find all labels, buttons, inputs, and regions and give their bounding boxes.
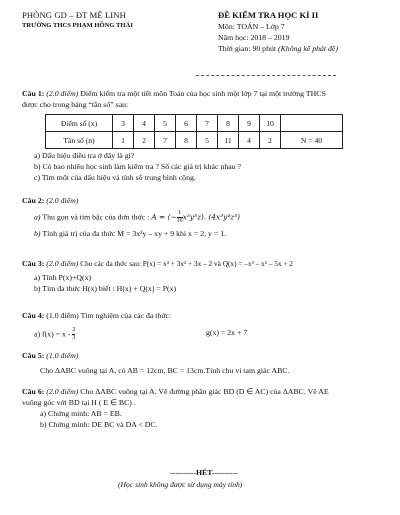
table-cell: 1 xyxy=(113,132,134,149)
question-5 xyxy=(22,350,382,376)
q4-part-a: a) f(x) = x - xyxy=(34,329,71,339)
q2-part-b xyxy=(34,228,382,239)
q4-points: (1.0 điểm) xyxy=(46,311,79,320)
q3-part-b: b) Tìm đa thức H(x) biết : H(x) + Q(x) = P(x) xyxy=(34,284,177,293)
q1-intro xyxy=(22,88,382,99)
question-3 xyxy=(22,258,382,294)
table-cell: 7 xyxy=(155,132,176,149)
question-2 xyxy=(22,195,382,239)
q1-points: (2.0 điểm) xyxy=(46,89,79,98)
footer-note: (Học sinh không được sử dụng máy tính) xyxy=(118,480,243,489)
q6-text: Cho ΔABC vuông tại A. Vẽ đường phân giác BD (D ∈ AC) của ΔABC. Vẽ AE xyxy=(80,387,329,396)
q6-part-a: a) Chứng minh: AB = EB. xyxy=(40,409,122,418)
table-cell: 3 xyxy=(113,115,134,132)
header-left xyxy=(22,10,192,29)
table-cell: 10 xyxy=(260,115,281,132)
q1-text: Điểm kiểm tra một tiết môn Toán của học sinh một lớp 7 tại một trường THCS xyxy=(80,89,326,98)
q6-label: Câu 6: xyxy=(22,387,45,396)
q1-label: Câu 1: xyxy=(22,89,45,98)
header-separator xyxy=(196,75,336,76)
q2-a-expr-right: x²y³z). (4x³y⁴z³) xyxy=(182,212,241,222)
q4-intro xyxy=(22,310,382,321)
question-1 xyxy=(22,88,382,110)
q1-parts xyxy=(22,150,382,183)
q3-points: (2.0 điểm) xyxy=(46,259,79,268)
q6-part-b: b) Chứng minh: DE BC và DA < DC. xyxy=(40,420,158,429)
table-cell: 6 xyxy=(176,115,197,132)
q5-intro xyxy=(22,350,382,361)
q2-a-text: Thu gọn và tìm bậc của đơn thức : xyxy=(42,212,150,222)
table-cell: 8 xyxy=(218,115,239,132)
question-4 xyxy=(22,310,382,343)
table-cell: 5 xyxy=(197,132,218,149)
q1-text2: được cho trong bảng “tần số” sau: xyxy=(22,100,129,109)
q4-part-b: g(x) = 2x + 7 xyxy=(206,328,248,337)
q2-points: (2.0 điểm) xyxy=(46,196,79,205)
q3-part-a: a) Tính P(x)+Q(x) xyxy=(34,273,92,282)
table-cell: 4 xyxy=(134,115,155,132)
q5-label: Câu 5: xyxy=(22,351,45,360)
q6-text2: vuông góc với BD tại H ( E ∈ BC) . xyxy=(22,398,136,407)
table-cell-empty xyxy=(281,115,343,132)
q4-label: Câu 4: xyxy=(22,311,45,320)
q4-a-frac-num: 2 xyxy=(72,327,76,333)
header-right xyxy=(218,10,393,53)
q1-part-a: a) Dấu hiệu điều tra ở đây là gì? xyxy=(34,151,135,160)
table-cell: 7 xyxy=(197,115,218,132)
q4-parts xyxy=(34,327,382,343)
q2-a-expr-left: A = xyxy=(151,212,168,222)
table-cell: 5 xyxy=(155,115,176,132)
q6-points: (2.0 điểm) xyxy=(46,387,79,396)
time-main: Thời gian: 90 phút xyxy=(218,44,277,53)
school-name: TRƯỜNG THCS PHẠM HỒNG THÁI xyxy=(22,22,133,29)
q1-part-b: b) Có bao nhiêu học sinh làm kiểm tra ? Số các giá trị khác nhau ? xyxy=(34,162,241,171)
q3-label: Câu 3: xyxy=(22,259,45,268)
q2-a-frac-den: 16 xyxy=(176,218,183,224)
q1-part-c: c) Tìm mốt của dấu hiệu và tính số trung bình cộng. xyxy=(34,173,196,182)
table-cell: 9 xyxy=(239,115,260,132)
time-line xyxy=(218,44,393,53)
q2-a-prefix: a) xyxy=(34,212,41,222)
frequency-table xyxy=(45,114,343,149)
q2-part-a xyxy=(34,210,382,225)
q5-points: (1.0 điểm) xyxy=(46,351,79,360)
table-cell: 8 xyxy=(176,132,197,149)
subject-line: Môn: TOÁN – Lớp 7 xyxy=(218,22,285,31)
q6-intro xyxy=(22,386,382,397)
exam-title: ĐỀ KIỂM TRA HỌC KÌ II xyxy=(218,10,319,20)
table-row xyxy=(46,132,343,149)
q2-intro xyxy=(22,195,382,206)
year-line: Năm học: 2018 – 2019 xyxy=(218,33,290,42)
q2-a-paren: (− xyxy=(167,212,177,222)
table-total: N = 40 xyxy=(281,132,343,149)
q4-a-frac-den: 3 xyxy=(72,335,76,341)
q4-text: Tìm nghiệm của các đa thức: xyxy=(80,311,172,320)
table-cell: 11 xyxy=(218,132,239,149)
table-cell: 4 xyxy=(239,132,260,149)
q2-b-prefix: b) xyxy=(34,229,41,238)
time-note: (Không kể phát đề) xyxy=(278,44,338,53)
table-row-header: Điểm số (x) xyxy=(46,115,113,132)
q2-a-frac-num: 1 xyxy=(178,210,182,216)
end-marker: ----------HẾT---------- xyxy=(170,468,238,477)
table-row xyxy=(46,115,343,132)
q3-text: Cho các đa thức sau: P(x) = x³ + 3x² + 3x – 2 và Q(x) = –x³ – x² – 5x + 2 xyxy=(80,259,293,268)
q2-label: Câu 2: xyxy=(22,196,45,205)
q3-intro xyxy=(22,258,382,269)
table-cell: 2 xyxy=(134,132,155,149)
dept-name: PHÒNG GD – ĐT MÊ LINH xyxy=(22,10,126,20)
table-cell: 2 xyxy=(260,132,281,149)
q5-text: Cho ΔABC vuông tại A, có AB = 12cm, BC = 13cm.Tính chu vi tam giác ABC. xyxy=(40,366,290,375)
q2-b-text: Tính giá trị của đa thức M = 3x²y – xy + 9 khi x = 2, y = 1. xyxy=(42,229,227,238)
table-row-header: Tần số (n) xyxy=(46,132,113,149)
q4-a-fraction xyxy=(72,327,75,342)
question-6 xyxy=(22,386,382,430)
